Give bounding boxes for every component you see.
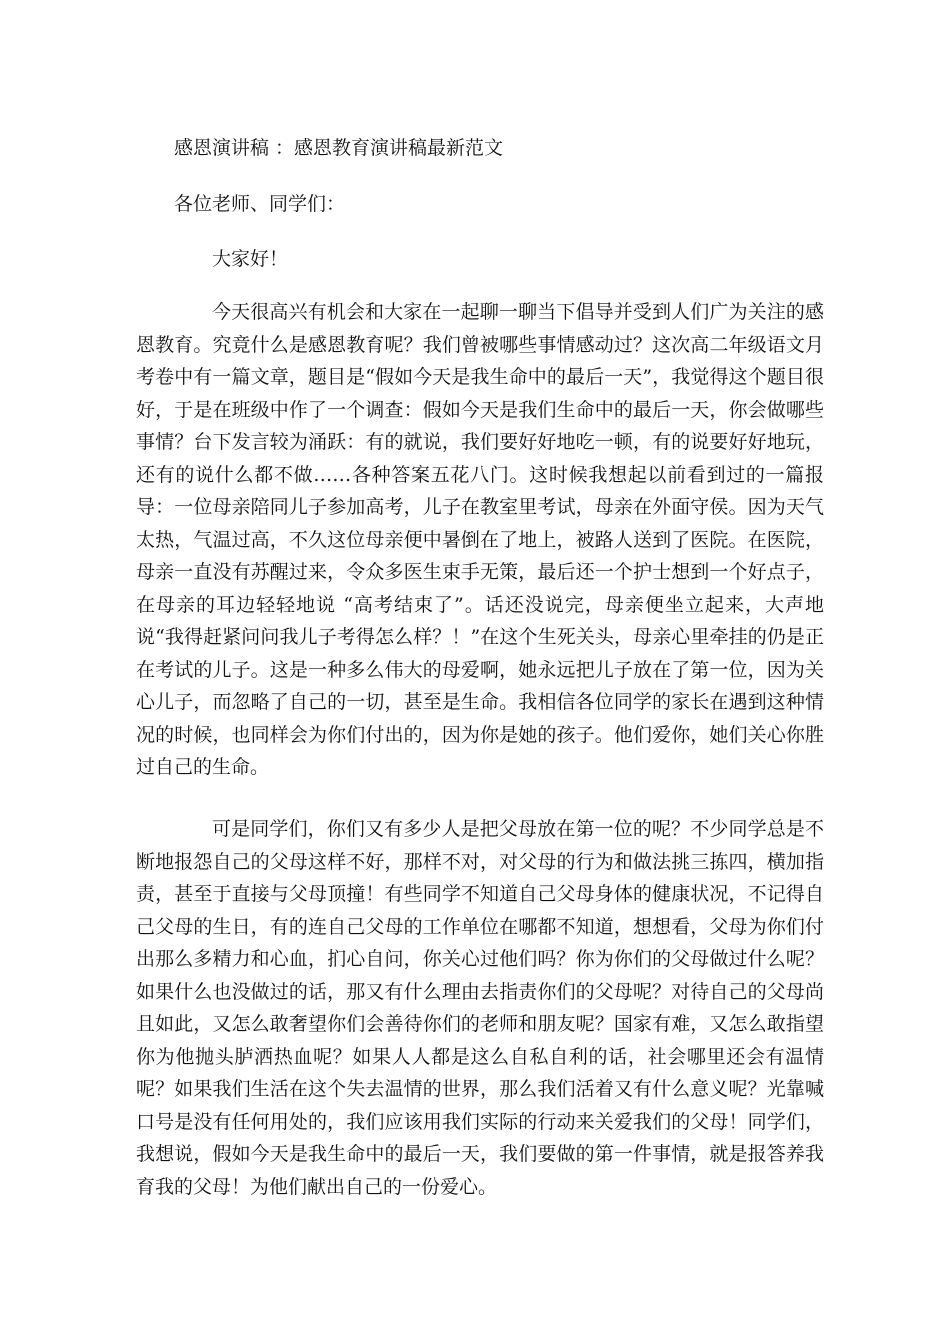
salutation: 各位老师、同学们： <box>174 193 346 215</box>
body-paragraph-1: 今天很高兴有机会和大家在一起聊一聊当下倡导并受到人们广为关注的感恩教育。究竟什么是感恩教育呢？我们曾被哪些事情感动过？这次高二年级语文月考卷中有一篇文章，题目是“假如今天是我生命中的最后一天”，我觉得这个题目很好，于是在班级中作了一个调查：假如今天是我们生命中的最后一天，你会做哪些事情？台下发言较为涌跃：有的就说，我们要好好地吃一顿，有的说要好好地玩，还有的说什么都不做……各种答案五花八门。这时候我想起以前看到过的一篇报导：一位母亲陪同儿子参加高考，儿子在教室里考试，母亲在外面守侯。因为天气太热，气温过高，不久这位母亲便中暑倒在了地上，被路人送到了医院。在医院，母亲一直没有苏醒过来，令众多医生束手无策，最后还一个护士想到一个好点子，在母亲的耳边轻轻地说 “高考结束了”。话还没说完，母亲便坐立起来，大声地说“我得赶紧问问我儿子考得怎么样？！”在这个生死关头，母亲心里牵挂的仍是正在考试的儿子。这是一种多么伟大的母爱啊，她永远把儿子放在了第一位，因为关心儿子，而忽略了自己的一切，甚至是生命。我相信各位同学的家长在遇到这种情况的时候，也同样会为你们付出的，因为你是她的孩子。他们爱你，她们关心你胜过自己的生命。 <box>136 301 824 778</box>
body-paragraph-2: 可是同学们，你们又有多少人是把父母放在第一位的呢？不少同学总是不断地报怨自己的父母这样不好，那样不对，对父母的行为和做法挑三拣四，横加指责，甚至于直接与父母顶撞！有些同学不知道自己父母身体的健康状况，不记得自己父母的生日，有的连自己父母的工作单位在哪都不知道，想想看，父母为你们付出那么多精力和心血，扪心自问，你关心过他们吗？你为你们的父母做过什么呢？如果什么也没做过的话，那又有什么理由去指责你们的父母呢？对待自己的父母尚且如此，又怎么敢奢望你们会善待你们的老师和朋友呢？国家有难，又怎么敢指望你为他抛头胪洒热血呢？如果人人都是这么自私自利的话，社会哪里还会有温情呢？如果我们生活在这个失去温情的世界，那么我们活着又有什么意义呢？光靠喊口号是没有任何用处的，我们应该用我们实际的行动来关爱我们的父母！同学们，我想说，假如今天是我生命中的最后一天，我们要做的第一件事情，就是报答养我育我的父母！为他们献出自己的一份爱心。 <box>136 818 824 1198</box>
greeting-line: 大家好！ <box>212 248 289 270</box>
document-title: 感恩演讲稿 ：感恩教育演讲稿最新范文 <box>174 137 504 159</box>
